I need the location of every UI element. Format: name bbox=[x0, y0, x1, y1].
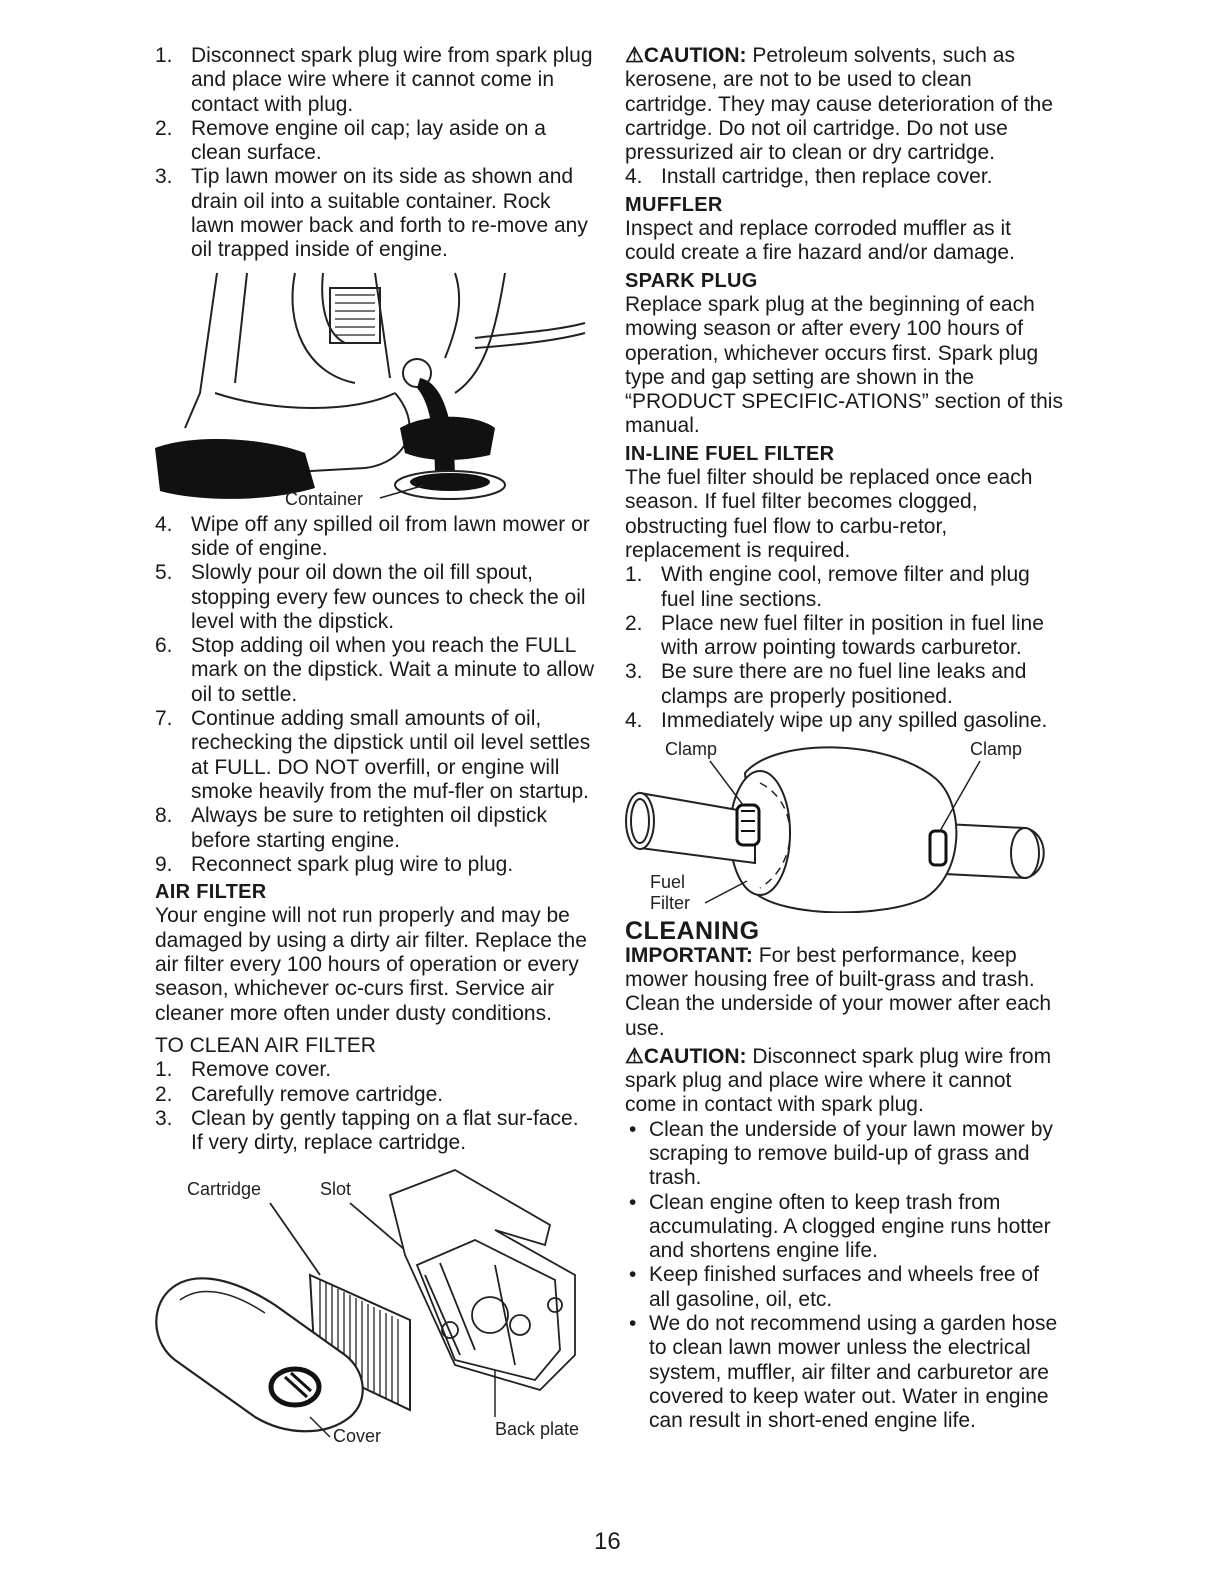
list-item: 4. Immediately wipe up any spilled gasoline. bbox=[625, 709, 1048, 733]
list-item: 3. Tip lawn mower on its side as shown and drain oil into a suitable container. Rock lawn mower back and forth to re-move any oil trapped inside of engine. bbox=[155, 165, 588, 262]
list-item: 2. Remove engine oil cap; lay aside on a clean surface. bbox=[155, 116, 546, 165]
left-column bbox=[155, 44, 595, 1445]
fuel-filter-illustration bbox=[625, 733, 1065, 913]
right-column bbox=[625, 44, 1065, 1434]
air-filter-illustration bbox=[155, 1155, 595, 1445]
list-item: 7. Continue adding small amounts of oil, rechecking the dipstick until oil level settles at FULL. DO NOT overfill, or engine will smoke heavily from the muf-fler on startup. bbox=[155, 707, 591, 803]
list-item: 3. Be sure there are no fuel line leaks and clamps are properly positioned. bbox=[625, 660, 1027, 708]
slot-label: Slot bbox=[320, 1179, 352, 1200]
fuel-filter-heading: IN-LINE FUEL FILTER bbox=[625, 442, 835, 465]
list-item: • Keep finished surfaces and wheels free of all gasoline, oil, etc. bbox=[629, 1263, 1039, 1311]
fuel-filter-steps bbox=[625, 563, 1065, 733]
muffler-heading: MUFFLER bbox=[625, 193, 723, 216]
caution-petroleum: ⚠CAUTION: Petroleum solvents, such as kerosene, are not to be used to clean cartridge. They may cause deterioration of the cartridge. Do not oil cartridge. Do not use pressurized air to clean or dry cartridge. bbox=[625, 44, 1054, 165]
list-item: 8. Always be sure to retighten oil dipstick before starting engine. bbox=[155, 804, 548, 852]
list-item: 1. Disconnect spark plug wire from spark plug and place wire where it cannot come in contact with plug. bbox=[155, 44, 593, 116]
list-item: 1. Remove cover. bbox=[155, 1058, 332, 1082]
list-item: 2. Place new fuel filter in position in fuel line with arrow pointing towards carburetor. bbox=[625, 611, 1044, 660]
caution-spark-plug: ⚠CAUTION: Disconnect spark plug wire from spark plug and place wire where it cannot come in contact with spark plug. bbox=[625, 1044, 1052, 1117]
list-item: 1. With engine cool, remove filter and plug fuel line sections. bbox=[625, 563, 1030, 611]
list-item: 3. Clean by gently tapping on a flat sur-face. If very dirty, replace cartridge. bbox=[155, 1106, 579, 1155]
list-item: 9. Reconnect spark plug wire to plug. bbox=[155, 852, 514, 876]
list-item: • Clean the underside of your lawn mower by scraping to remove build-up of grass and trash. bbox=[629, 1117, 1053, 1190]
important-note: IMPORTANT: For best performance, keep mower housing free of built-grass and trash. Clean the underside of your mower after each use. bbox=[625, 943, 1052, 1040]
page-number: 16 bbox=[594, 1528, 621, 1555]
air-filter-heading: AIR FILTER bbox=[155, 881, 267, 904]
back-plate-label: Back plate bbox=[495, 1419, 580, 1440]
cartridge-label: Cartridge bbox=[187, 1179, 262, 1200]
list-item: 4. Install cartridge, then replace cover. bbox=[625, 165, 993, 189]
filter-label: Filter bbox=[650, 893, 690, 914]
to-clean-heading: TO CLEAN AIR FILTER bbox=[155, 1033, 376, 1057]
spark-plug-text: Replace spark plug at the beginning of each mowing season or after every 100 hours of operation, whichever occurs first. Spark plug type and gap setting are shown in the “PRODUCT SPECIFIC-ATIONS” section of this manual. bbox=[625, 292, 1063, 438]
warning-icon: ⚠ bbox=[625, 1044, 644, 1068]
clamp-right-label: Clamp bbox=[970, 739, 1023, 760]
list-item: • We do not recommend using a garden hose to clean lawn mower unless the electrical system, muffler, air filter and carburetor are covered to keep water out. Water in engine can result in short-ened engine life. bbox=[629, 1312, 1058, 1433]
list-item: 4. Wipe off any spilled oil from lawn mower or side of engine. bbox=[155, 512, 590, 560]
spark-plug-heading: SPARK PLUG bbox=[625, 269, 758, 292]
list-item: • Clean engine often to keep trash from accumulating. A clogged engine runs hotter and shortens engine life. bbox=[629, 1190, 1051, 1263]
cover-label: Cover bbox=[333, 1426, 382, 1446]
oil-change-steps-a bbox=[155, 44, 595, 263]
air-filter-text: Your engine will not run properly and may be damaged by using a dirty air filter. Replace the air filter every 100 hours of operation or every season, whichever oc-curs first. Service air cleaner more often under dusty conditions. bbox=[155, 904, 587, 1025]
muffler-text: Inspect and replace corroded muffler as it could create a fire hazard and/or damage. bbox=[625, 217, 1015, 265]
air-filter-clean-steps bbox=[155, 1058, 595, 1155]
oil-drain-illustration bbox=[155, 263, 595, 513]
container-label: Container bbox=[285, 488, 364, 509]
cleaning-heading: CLEANING bbox=[625, 917, 760, 946]
oil-change-steps-b bbox=[155, 513, 595, 877]
list-item: 6. Stop adding oil when you reach the FULL mark on the dipstick. Wait a minute to allow oil to settle. bbox=[155, 634, 595, 706]
warning-icon: ⚠ bbox=[625, 44, 644, 67]
list-item: 5. Slowly pour oil down the oil fill spout, stopping every few ounces to check the oil level with the dipstick. bbox=[155, 561, 586, 633]
clamp-left-label: Clamp bbox=[665, 739, 718, 760]
list-item: 2. Carefully remove cartridge. bbox=[155, 1082, 444, 1106]
fuel-filter-text: The fuel filter should be replaced once each season. If fuel filter becomes clogged, obstructing fuel flow to carbu-retor, replacement is required. bbox=[625, 466, 1033, 562]
cleaning-bullets bbox=[625, 1118, 1065, 1434]
fuel-label: Fuel bbox=[650, 872, 686, 893]
